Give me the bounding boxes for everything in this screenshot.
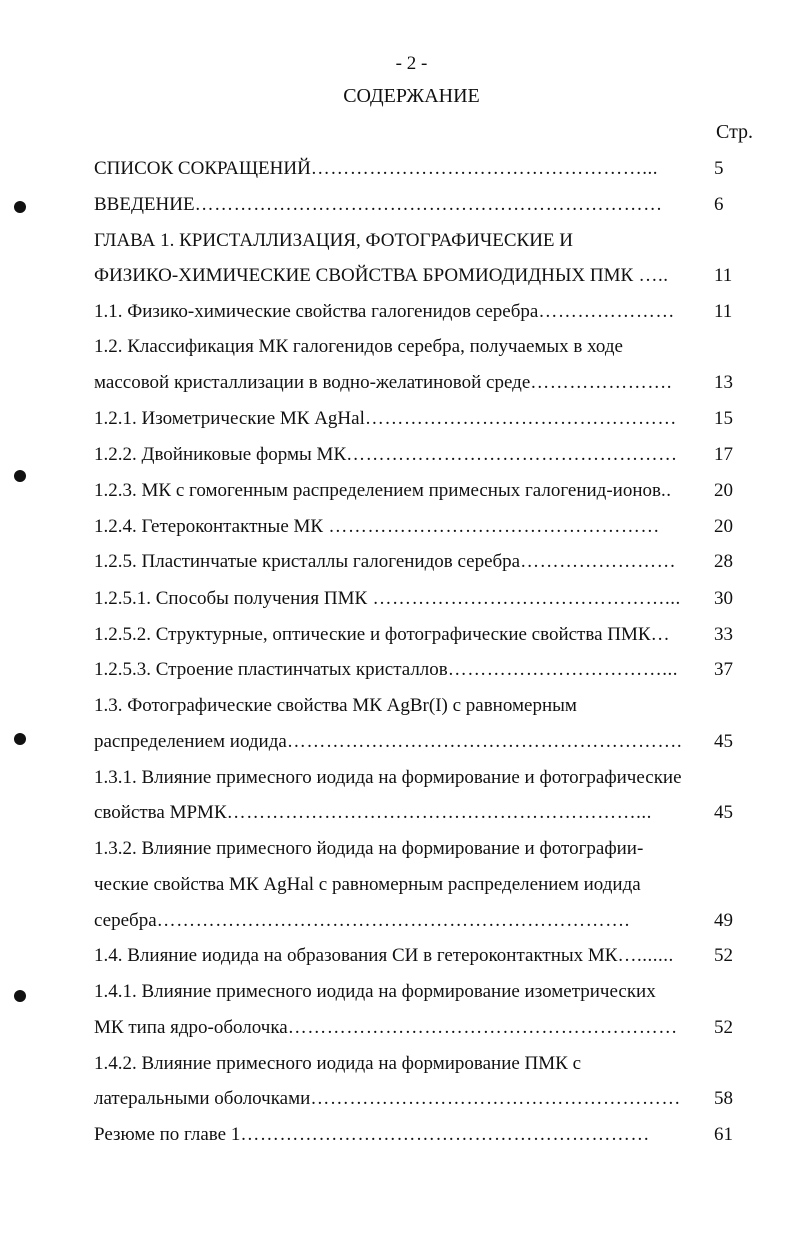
toc-entry — [94, 335, 734, 359]
toc-entry-text: 1.2.5. Пластинчатые кристаллы галогенидов серебра — [94, 551, 521, 572]
toc-page-number: 20 — [714, 480, 733, 501]
toc-dot-leader: …………………. — [530, 372, 673, 393]
toc-entry-text: 1.2.5.3. Строение пластинчатых кристаллов — [94, 659, 448, 680]
binder-hole-mark — [14, 470, 26, 482]
toc-entry — [94, 407, 686, 431]
toc-entry-text: распределением иодида — [94, 731, 287, 752]
toc-page-number: 37 — [714, 659, 733, 680]
toc-dot-leader: ………………………………………... — [367, 588, 681, 609]
toc-page-number: 11 — [714, 301, 733, 322]
toc-entry — [94, 1123, 686, 1147]
toc-entry-text: ВВЕДЕНИЕ — [94, 194, 195, 215]
toc-page-number: 30 — [714, 588, 733, 609]
toc-entry — [94, 873, 734, 897]
toc-page-number: 17 — [714, 444, 733, 465]
toc-entry — [94, 443, 686, 467]
toc-entry-text: 1.1. Физико-химические свойства галогенидов серебра — [94, 301, 539, 322]
toc-entry — [94, 193, 686, 217]
toc-dot-leader: ……………………………………………... — [310, 158, 659, 179]
toc-page-number: 45 — [714, 802, 733, 823]
toc-dot-leader: …………………………………………………… — [287, 1017, 678, 1038]
toc-dot-leader: …………………… — [520, 551, 677, 572]
toc-dot-leader: ……………………………………………………… — [240, 1124, 650, 1145]
toc-entry-text: 1.4.2. Влияние примесного иодида на формирование ПМК с — [94, 1053, 582, 1074]
toc-dot-leader: ………………………………………… — [364, 408, 677, 429]
toc-entry — [94, 157, 686, 181]
toc-page-number: 11 — [714, 265, 733, 286]
toc-entry — [94, 1016, 686, 1040]
toc-page-number: 33 — [714, 624, 733, 645]
toc-entry-text: Резюме по главе 1 — [94, 1124, 241, 1145]
toc-page-number: 20 — [714, 516, 733, 537]
toc-entry-text: СПИСОК СОКРАЩЕНИЙ — [94, 158, 311, 179]
binder-hole-mark — [14, 990, 26, 1002]
toc-dot-leader: ….. — [633, 265, 669, 286]
toc-dot-leader: …………………………………………… — [346, 444, 678, 465]
toc-entry-text: 1.2.5.2. Структурные, оптические и фотографические свойства ПМК — [94, 624, 651, 645]
toc-entry — [94, 1087, 686, 1111]
toc-dot-leader: ……………………………………………………. — [286, 731, 683, 752]
binder-hole-mark — [14, 201, 26, 213]
toc-page-number: 45 — [714, 731, 733, 752]
toc-page-number: 58 — [714, 1088, 733, 1109]
toc-entry-text: 1.3. Фотографические свойства МК AgBr(I) с равномерным — [94, 695, 577, 716]
toc-page-number: 49 — [714, 910, 733, 931]
toc-page-number: 5 — [714, 158, 724, 179]
toc-entry-text: МК типа ядро-оболочка — [94, 1017, 288, 1038]
toc-entry — [94, 658, 686, 682]
toc-entry — [94, 730, 686, 754]
toc-entry-text: серебра — [94, 910, 157, 931]
toc-entry — [94, 371, 686, 395]
toc-dot-leader: …………………………………………… — [323, 516, 660, 537]
toc-entry-text: 1.2. Классификация МК галогенидов серебра, получаемых в ходе — [94, 336, 623, 357]
toc-entry — [94, 694, 734, 718]
toc-dot-leader: ………………………………………………………………. — [156, 910, 630, 931]
binder-hole-mark — [14, 733, 26, 745]
toc-dot-leader: ………………………………………………… — [310, 1088, 681, 1109]
toc-dot-leader: ……………………………………………………………… — [194, 194, 663, 215]
toc-entry — [94, 766, 734, 790]
toc-entry — [94, 587, 686, 611]
toc-entry — [94, 837, 734, 861]
page-title: СОДЕРЖАНИЕ — [343, 85, 480, 107]
toc-entry — [94, 623, 686, 647]
toc-dot-leader: .. — [660, 480, 672, 501]
toc-entry-text: 1.2.4. Гетероконтактные МК — [94, 516, 324, 537]
toc-entry — [94, 801, 686, 825]
toc-page-number: 6 — [714, 194, 724, 215]
toc-entry — [94, 980, 734, 1004]
toc-page-number: 15 — [714, 408, 733, 429]
toc-entry-text: массовой кристаллизации в водно-желатиновой среде — [94, 372, 531, 393]
toc-entry-text: свойства МРМК — [94, 802, 227, 823]
toc-dot-leader: ………………… — [538, 301, 675, 322]
toc-page-number: 28 — [714, 551, 733, 572]
toc-page-number: 52 — [714, 945, 733, 966]
toc-page-number: 13 — [714, 372, 733, 393]
toc-entry — [94, 515, 686, 539]
toc-entry-text: 1.2.2. Двойниковые формы МК — [94, 444, 347, 465]
toc-page-number: 61 — [714, 1124, 733, 1145]
toc-entry — [94, 264, 686, 288]
toc-entry-text: 1.2.3. МК с гомогенным распределением примесных галогенид-ионов — [94, 480, 661, 501]
toc-dot-leader: ……………………………... — [447, 659, 679, 680]
toc-entry-text: 1.3.2. Влияние примесного йодида на формирование и фотографии- — [94, 838, 644, 859]
page-number: - 2 - — [395, 53, 428, 74]
toc-entry-text: 1.2.5.1. Способы получения ПМК — [94, 588, 368, 609]
toc-page-number: 52 — [714, 1017, 733, 1038]
toc-entry — [94, 300, 686, 324]
toc-entry-text: 1.4. Влияние иодида на образования СИ в гетероконтактных МК — [94, 945, 618, 966]
toc-entry-text: 1.2.1. Изометрические МК AgHal — [94, 408, 365, 429]
toc-entry-text: латеральными оболочками — [94, 1088, 311, 1109]
toc-dot-leader: ………………………………………………………... — [226, 802, 652, 823]
toc-entry-text: ческие свойства МК AgHal с равномерным распределением иодида — [94, 874, 641, 895]
toc-entry — [94, 944, 686, 968]
page-column-label: Стр. — [716, 121, 754, 143]
toc-entry-text: 1.4.1. Влияние примесного иодида на формирование изометрических — [94, 981, 656, 1002]
toc-entry — [94, 1052, 734, 1076]
toc-entry-text: ФИЗИКО-ХИМИЧЕСКИЕ СВОЙСТВА БРОМИОДИДНЫХ ПМК — [94, 265, 634, 286]
toc-entry-text: ГЛАВА 1. КРИСТАЛЛИЗАЦИЯ, ФОТОГРАФИЧЕСКИЕ И — [94, 230, 573, 251]
toc-entry — [94, 229, 734, 253]
toc-entry-text: 1.3.1. Влияние примесного иодида на формирование и фотографические — [94, 767, 682, 788]
toc-dot-leader: …....... — [617, 945, 674, 966]
toc-entry — [94, 479, 686, 503]
toc-entry — [94, 909, 686, 933]
toc-entry — [94, 550, 686, 574]
toc-dot-leader: … — [650, 624, 671, 645]
